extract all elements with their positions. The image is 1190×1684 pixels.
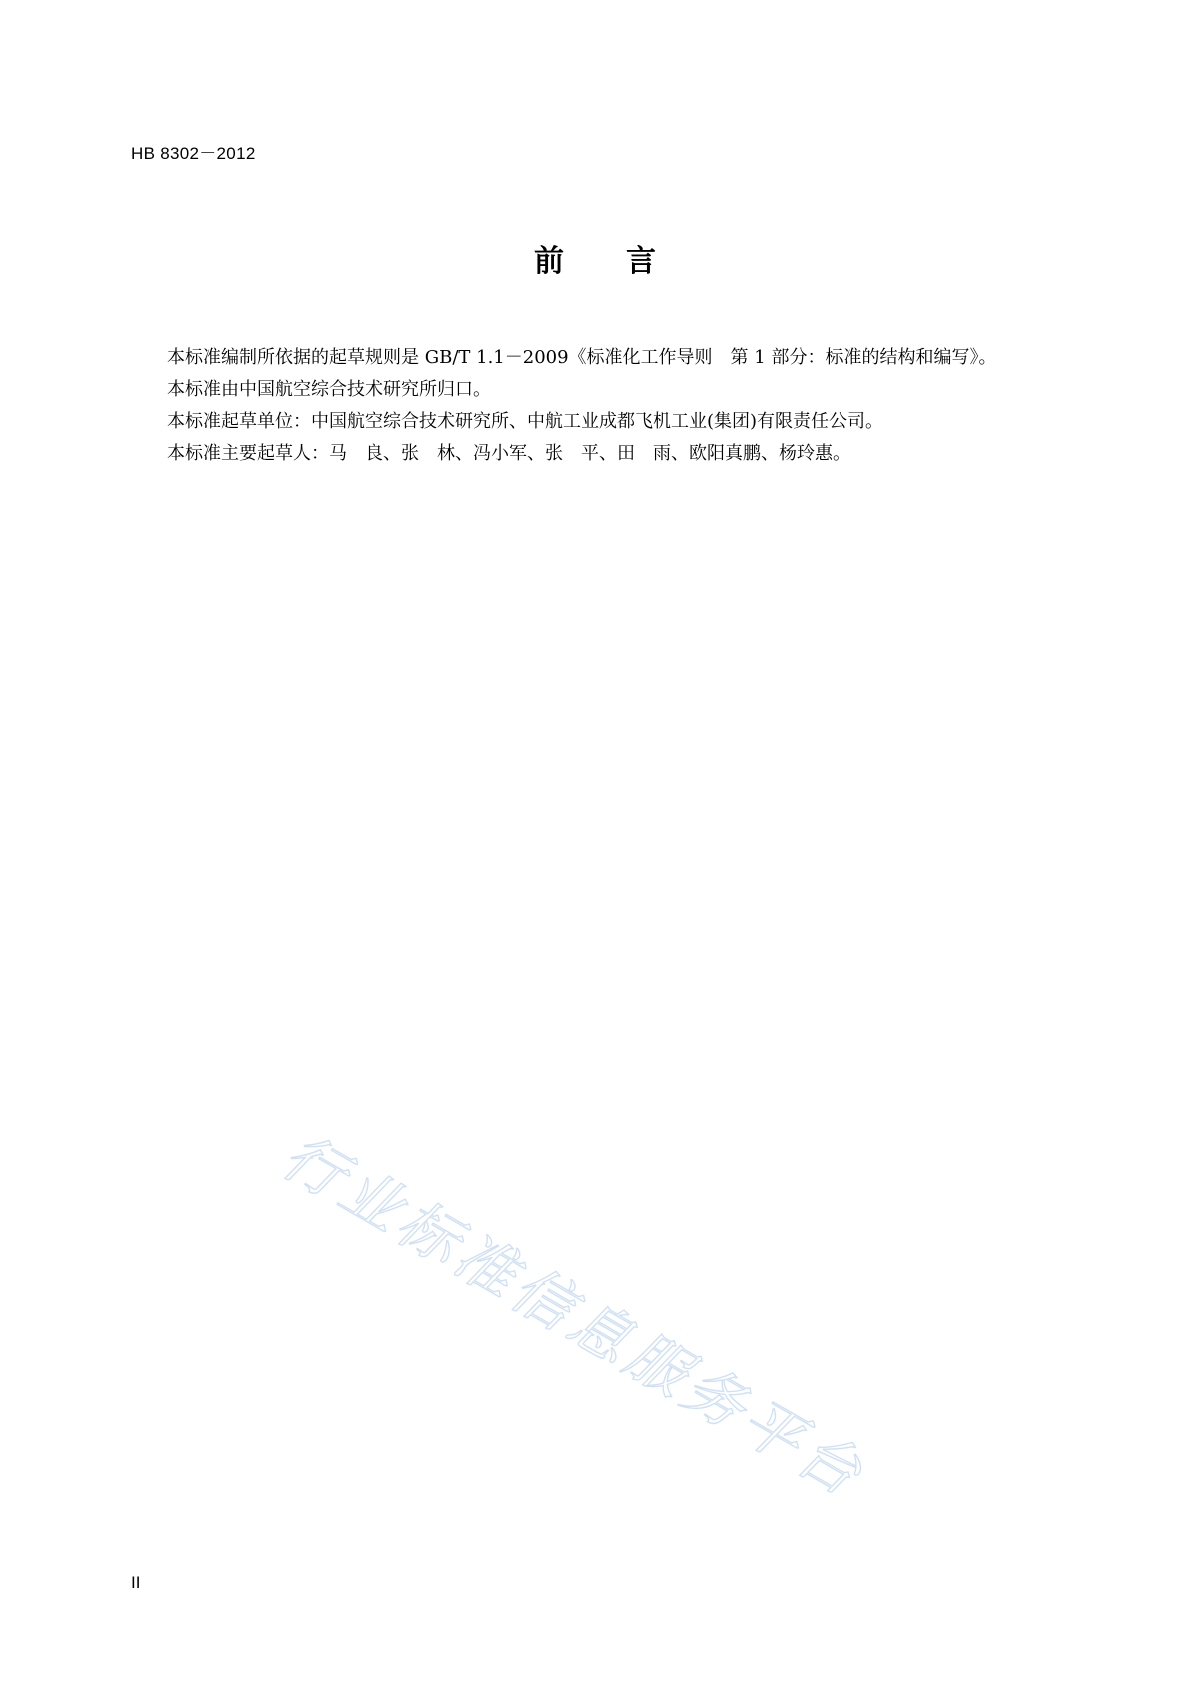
preface-paragraph-drafting-units: 本标准起草单位：中国航空综合技术研究所、中航工业成都飞机工业(集团)有限责任公司。 [167,411,884,432]
standard-code: HB 8302－2012 [131,144,256,163]
preface-body [131,342,1071,470]
preface-paragraph-centralized-by: 本标准由中国航空综合技术研究所归口。 [167,379,491,400]
page-number: II [131,1573,141,1592]
watermark: 行业标准信息服务平台 [270,1121,878,1512]
preface-paragraph-drafting-rules: 本标准编制所依据的起草规则是 GB/T 1.1－2009《标准化工作导则 第 1 部分：标准的结构和编写》。 [167,347,997,368]
page-title: 前言 [534,244,718,279]
preface-paragraph-main-drafters: 本标准主要起草人：马 良、张 林、冯小军、张 平、田 雨、欧阳真鹏、杨玲惠。 [167,443,851,464]
